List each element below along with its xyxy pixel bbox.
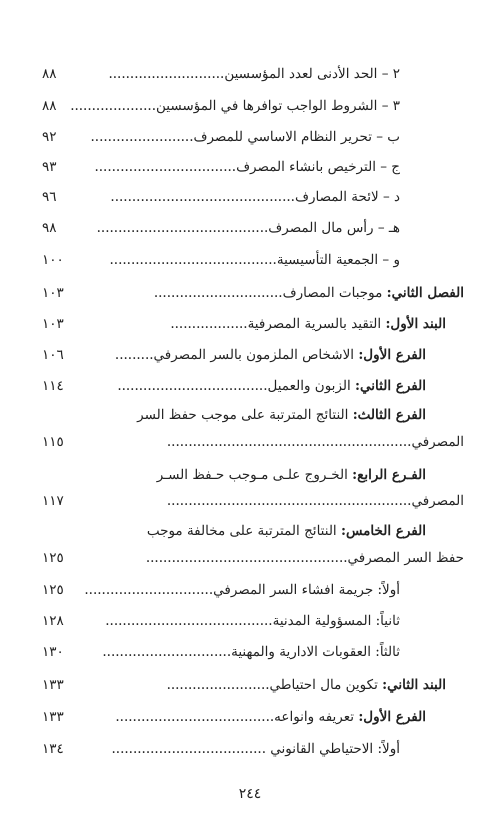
entry-text: ثالثاً: العقوبات الادارية والمهنية.............................. xyxy=(102,644,400,660)
toc-subsection xyxy=(42,463,464,487)
entry-page: ١٠٦ xyxy=(42,347,64,363)
entry-label: الفـرع الرابع: xyxy=(352,467,426,483)
entry-page: ١١٧ xyxy=(42,493,64,509)
toc-entry xyxy=(42,248,464,272)
toc-entry xyxy=(42,216,464,240)
entry-text: أولاً: جريمة افشاء السر المصرفي.............................. xyxy=(84,582,400,598)
entry-label: الفرع الثالث: xyxy=(352,407,426,423)
entry-text: و – الجمعية التأسيسية....................................... xyxy=(109,252,400,268)
toc-subsection xyxy=(42,705,464,729)
entry-text: تعريفه وانواعه..................................... xyxy=(115,709,359,725)
entry-text: ثانياً: المسؤولية المدنية....................................... xyxy=(105,613,400,629)
entry-text: تكوين مال احتياطي........................ xyxy=(166,677,383,693)
entry-label: الفصل الثاني: xyxy=(386,285,464,301)
toc-subsection xyxy=(42,374,464,398)
entry-page: ١٠٣ xyxy=(42,285,64,301)
entry-text: النتائج المترتبة على مخالفة موجب xyxy=(146,523,341,539)
toc-entry xyxy=(42,155,464,179)
entry-page: ١٣٤ xyxy=(42,741,64,757)
entry-text: الخـروج علـى مـوجب حـفظ السـر xyxy=(156,467,353,483)
toc-subsection xyxy=(42,343,464,367)
page-number: ٢٤٤ xyxy=(238,786,262,802)
entry-page: ١٣٣ xyxy=(42,709,64,725)
entry-page: ١٠٠ xyxy=(42,252,64,268)
entry-label: الفرع الخامس: xyxy=(340,523,426,539)
entry-text: المصرفي......................................................... xyxy=(166,434,464,450)
entry-label: البند الثاني: xyxy=(382,677,446,693)
entry-text: د – لائحة المصارف........................................... xyxy=(110,189,400,205)
entry-page: ٨٨ xyxy=(42,98,57,114)
entry-text: ٣ – الشروط الواجب توافرها في المؤسسين.................... xyxy=(70,98,400,114)
entry-page: ١١٥ xyxy=(42,434,64,450)
entry-page: ١٢٨ xyxy=(42,613,64,629)
entry-label: الفرع الأول: xyxy=(358,347,426,363)
entry-text: ٢ – الحد الأدنى لعدد المؤسسين........................... xyxy=(108,66,400,82)
toc-section xyxy=(42,312,464,336)
toc-entry xyxy=(42,578,464,602)
toc-chapter xyxy=(42,281,464,305)
entry-page: ٩٢ xyxy=(42,129,57,145)
entry-text: موجبات المصارف.............................. xyxy=(153,285,387,301)
entry-page: ٩٦ xyxy=(42,189,57,205)
entry-page: ١١٤ xyxy=(42,378,64,394)
entry-label: البند الأول: xyxy=(385,316,446,332)
entry-text: المصرفي......................................................... xyxy=(166,493,464,509)
entry-text: الزبون والعميل................................... xyxy=(117,378,356,394)
entry-text: النتائج المترتبة على موجب حفظ السر xyxy=(137,407,353,423)
entry-text: أولاً: الاحتياطي القانوني .................................... xyxy=(111,741,400,757)
entry-page: ٨٨ xyxy=(42,66,57,82)
toc-entry xyxy=(42,640,464,664)
toc-continuation xyxy=(42,489,464,513)
toc-entry xyxy=(42,185,464,209)
toc-entry xyxy=(42,94,464,118)
entry-page: ١٠٣ xyxy=(42,316,64,332)
entry-page: ١٢٥ xyxy=(42,550,64,566)
toc-entry xyxy=(42,609,464,633)
entry-text: حفظ السر المصرفي............................................... xyxy=(145,550,464,566)
entry-label: الفرع الأول: xyxy=(358,709,426,725)
toc-continuation xyxy=(42,430,464,454)
toc-subsection xyxy=(42,519,464,543)
toc-section xyxy=(42,673,464,697)
entry-page: ١٢٥ xyxy=(42,582,64,598)
entry-page: ١٣٣ xyxy=(42,677,64,693)
entry-text: هـ – رأس مال المصرف........................................ xyxy=(96,220,400,236)
entry-text: الاشخاص الملزمون بالسر المصرفي......... xyxy=(114,347,359,363)
toc-entry xyxy=(42,737,464,761)
toc-entry xyxy=(42,125,464,149)
entry-text: ج – الترخيص بانشاء المصرف................................. xyxy=(94,159,400,175)
entry-label: الفرع الثاني: xyxy=(355,378,426,394)
entry-text: التقيد بالسرية المصرفية.................. xyxy=(170,316,386,332)
entry-page: ٩٨ xyxy=(42,220,57,236)
toc-continuation xyxy=(42,546,464,570)
entry-page: ١٣٠ xyxy=(42,644,64,660)
entry-page: ٩٣ xyxy=(42,159,57,175)
toc-subsection xyxy=(42,403,464,427)
toc-entry xyxy=(42,62,464,86)
entry-text: ب – تحرير النظام الاساسي للمصرف........................ xyxy=(90,129,400,145)
